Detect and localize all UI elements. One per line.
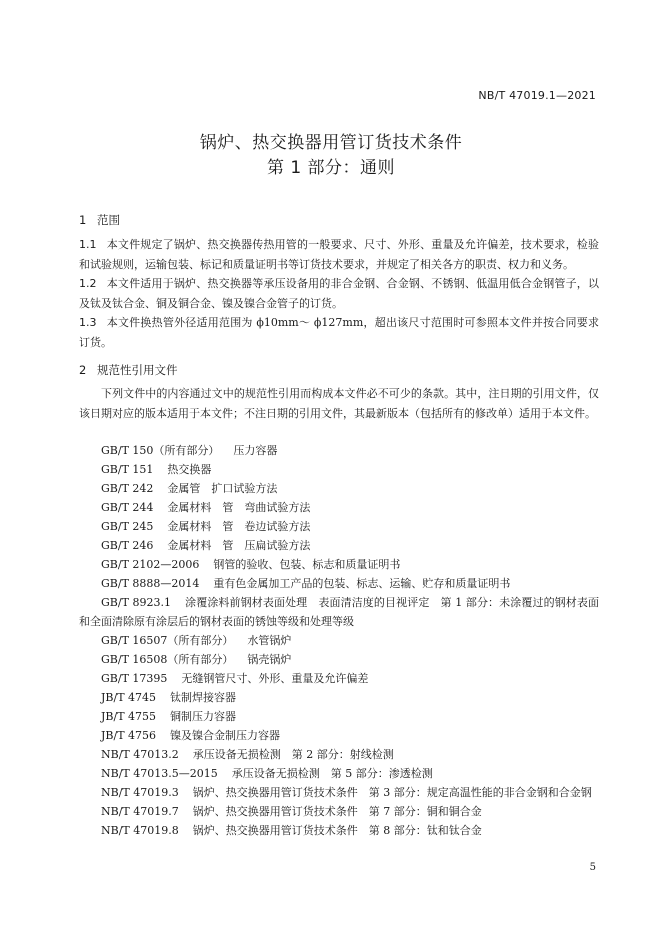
reference-item: GB/T 246 金属材料 管 压扁试验方法 [101,539,311,552]
page-number: 5 [589,862,596,873]
section-title: 范围 [97,213,120,227]
reference-item: NB/T 47019.7 锅炉、热交换器用管订货技术条件 第 7 部分：铜和铜合金 [101,805,482,818]
reference-item: JB/T 4745 钛制焊接容器 [101,691,237,704]
reference-item: GB/T 17395 无缝钢管尺寸、外形、重量及允许偏差 [101,672,369,685]
clause-1-3 [79,313,599,352]
clause-number: 1.2 [79,277,97,290]
clause-text: 本文件适用于锅炉、热交换器等承压设备用的非合金钢、合金钢、不锈钢、低温用低合金钢管子，以及钛及钛合金、铜及铜合金、镍及镍合金管子的订货。 [79,277,599,310]
clause-1-2 [79,274,599,313]
section-2-heading [79,362,178,378]
reference-item: GB/T 8923.1 涂覆涂料前钢材表面处理 表面清洁度的目视评定 第 1 部分：未涂覆过的钢材表面和全面清除原有涂层后的钢材表面的锈蚀等级和处理等级 [79,596,599,628]
section-2-intro: 下列文件中的内容通过文中的规范性引用而构成本文件必不可少的条款。其中，注日期的引用文件，仅该日期对应的版本适用于本文件；不注日期的引用文件，其最新版本（包括所有的修改单）适用于本文件。 [79,387,599,420]
clause-number: 1.3 [79,316,97,329]
clause-number: 1.1 [79,238,97,251]
document-code: NB/T 47019.1—2021 [478,89,596,102]
reference-item: NB/T 47019.3 锅炉、热交换器用管订货技术条件 第 3 部分：规定高温性能的非合金钢和合金钢 [101,786,592,799]
reference-item: NB/T 47013.2 承压设备无损检测 第 2 部分：射线检测 [101,748,394,761]
clause-text: 本文件换热管外径适用范围为 ϕ10mm～ ϕ127mm，超出该尺寸范围时可参照本文件并按合同要求订货。 [79,316,599,349]
reference-item: GB/T 2102—2006 钢管的验收、包装、标志和质量证明书 [101,558,401,571]
reference-item: GB/T 244 金属材料 管 弯曲试验方法 [101,501,311,514]
reference-item: GB/T 150（所有部分） 压力容器 [101,444,278,457]
reference-item: GB/T 245 金属材料 管 卷边试验方法 [101,520,311,533]
reference-item: GB/T 16508（所有部分） 锅壳锅炉 [101,653,292,666]
section-title: 规范性引用文件 [97,363,178,377]
reference-item: NB/T 47013.5—2015 承压设备无损检测 第 5 部分：渗透检测 [101,767,433,780]
reference-item: NB/T 47019.8 锅炉、热交换器用管订货技术条件 第 8 部分：钛和钛合金 [101,824,482,837]
reference-item: GB/T 151 热交换器 [101,463,212,476]
section-1-heading [79,212,120,228]
reference-item: GB/T 16507（所有部分） 水管锅炉 [101,634,292,647]
reference-item: JB/T 4756 镍及镍合金制压力容器 [101,729,281,742]
reference-item: JB/T 4755 铜制压力容器 [101,710,237,723]
reference-list [79,441,599,840]
clause-text: 本文件规定了锅炉、热交换器传热用管的一般要求、尺寸、外形、重量及允许偏差，技术要求，检验和试验规则，运输包装、标记和质量证明书等订货技术要求，并规定了相关各方的职责、权力和义务。 [79,238,599,271]
document-subtitle: 第 1 部分：通则 [266,158,396,178]
section-number: 1 [79,213,87,227]
reference-item: GB/T 242 金属管 扩口试验方法 [101,482,278,495]
clause-1-1 [79,235,599,274]
section-number: 2 [79,363,87,377]
document-title: 锅炉、热交换器用管订货技术条件 [199,133,463,153]
reference-item: GB/T 8888—2014 重有色金属加工产品的包装、标志、运输、贮存和质量证明书 [101,577,511,590]
